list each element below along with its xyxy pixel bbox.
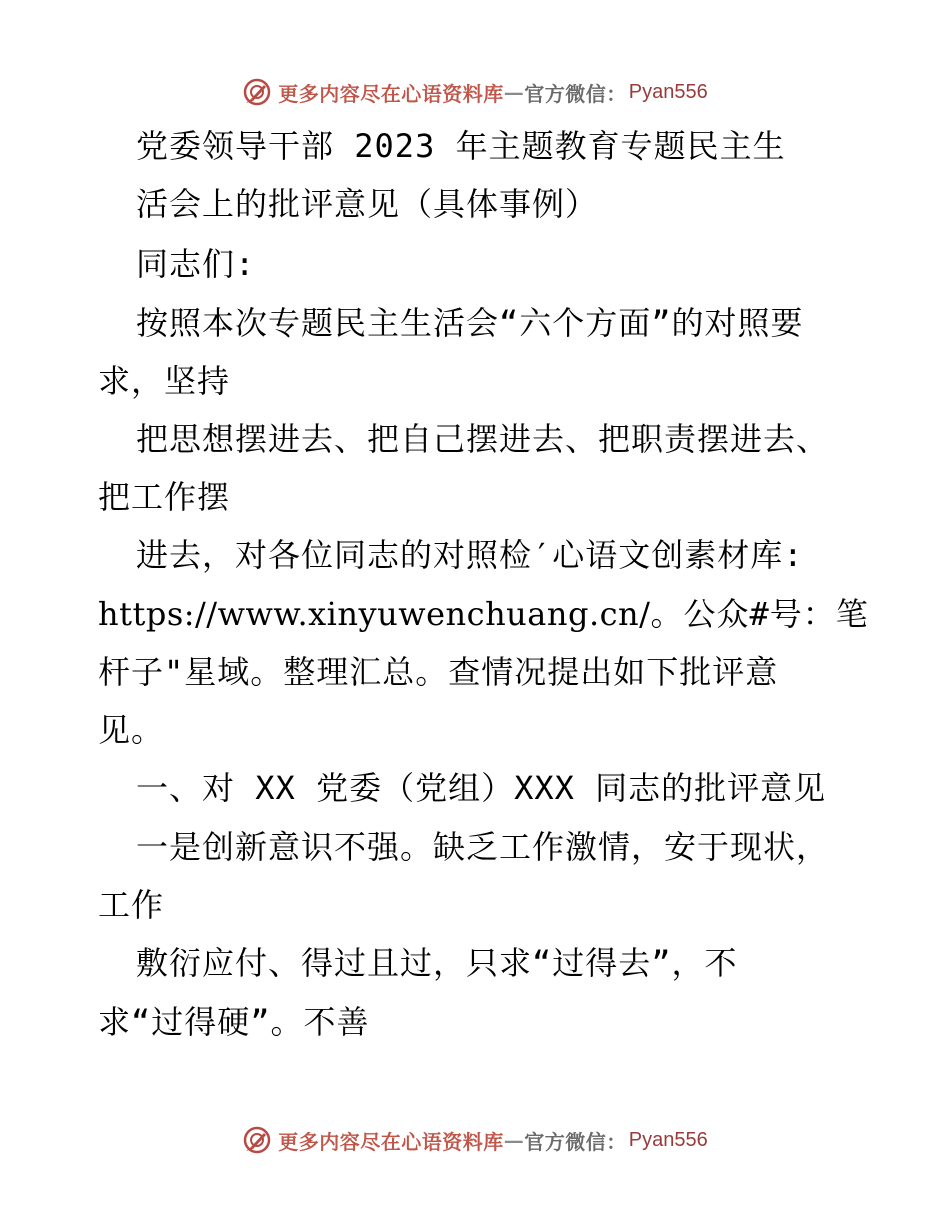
banner-dash: —	[503, 80, 525, 104]
paragraph-3-line-4: 见。	[98, 711, 165, 749]
source-url: https://www.xinyuwenchuang.cn/	[98, 595, 651, 633]
source-url-suffix: 。公众#号：笔	[650, 595, 869, 633]
pen-logo-icon	[242, 1125, 272, 1155]
paragraph-1-line-2: 求，坚持	[98, 362, 231, 400]
doc-title-line-2: 活会上的批评意见（具体事例）	[136, 185, 599, 223]
paragraph-1-line-1: 按照本次专题民主生活会“六个方面”的对照要	[136, 304, 804, 342]
greeting: 同志们:	[136, 245, 256, 283]
section-1-heading: 一、对 XX 党委（党组）XXX 同志的批评意见	[136, 769, 827, 807]
banner-title: 更多内容尽在心语资料库	[278, 81, 504, 106]
section-1-line-3: 敷衍应付、得过且过，只求“过得去”，不	[136, 944, 738, 982]
pen-logo-icon	[242, 77, 272, 107]
banner-title: 更多内容尽在心语资料库	[278, 1129, 504, 1154]
paragraph-3-line-3: 杆子"星域。整理汇总。查情况提出如下批评意	[98, 653, 779, 691]
banner-wechat-label: 官方微信：	[524, 1129, 627, 1154]
paragraph-2-line-2: 把工作摆	[98, 478, 231, 516]
doc-title-line-1: 党委领导干部 2023 年主题教育专题民主生	[136, 127, 786, 165]
banner-dash: —	[503, 1128, 525, 1152]
paragraph-3-line-1: 进去，对各位同志的对照检′心语文创素材库:	[136, 536, 804, 574]
banner-handle: Pyan556	[628, 80, 708, 103]
section-1-line-4: 求“过得硬”。不善	[98, 1003, 370, 1041]
paragraph-2-line-1: 把思想摆进去、把自己摆进去、把职责摆进去、	[136, 420, 830, 458]
paragraph-3-line-2	[98, 594, 869, 634]
banner-wechat-label: 官方微信：	[524, 81, 627, 106]
footer-banner	[0, 1120, 950, 1160]
header-banner	[0, 72, 950, 112]
section-1-line-1: 一是创新意识不强。缺乏工作激情，安于现状，	[136, 828, 830, 866]
banner-handle: Pyan556	[628, 1128, 708, 1151]
section-1-line-2: 工作	[98, 886, 165, 924]
